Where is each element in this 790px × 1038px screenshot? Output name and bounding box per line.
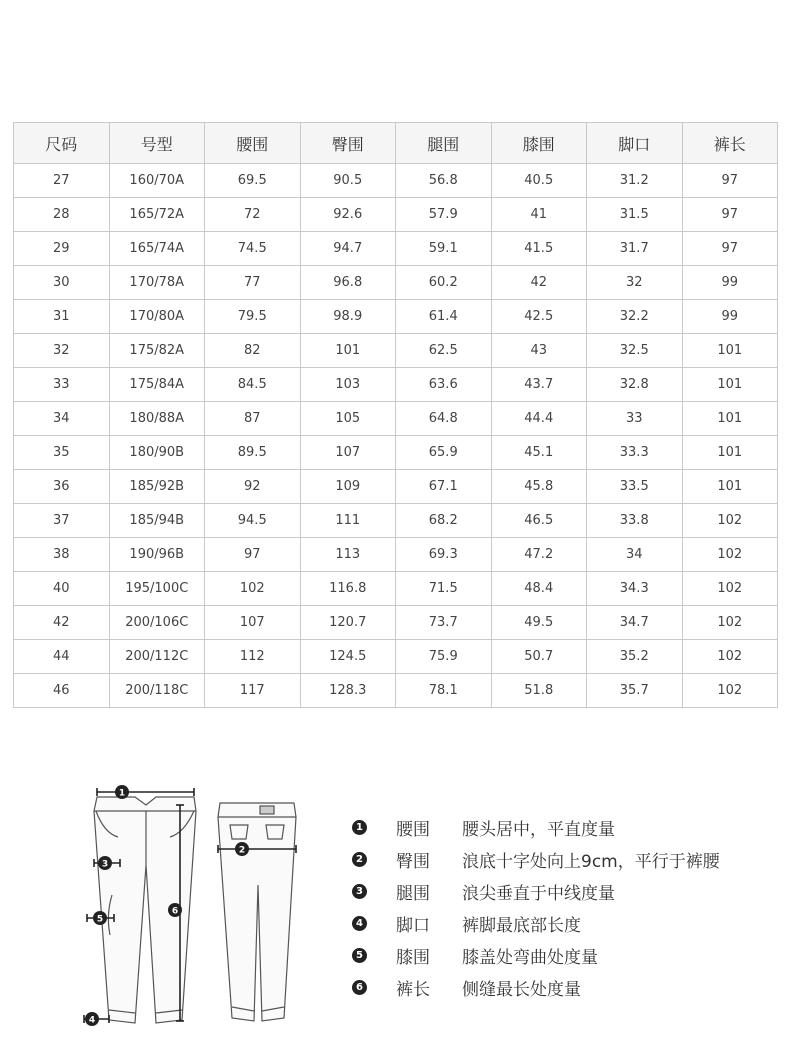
table-cell: 62.5 [396,334,492,368]
table-cell: 46.5 [491,504,587,538]
table-cell: 180/90B [109,436,205,470]
table-cell: 109 [300,470,396,504]
table-cell: 51.8 [491,674,587,708]
table-cell: 200/106C [109,606,205,640]
table-cell: 35 [14,436,110,470]
table-cell: 31.5 [587,198,683,232]
table-cell: 32.5 [587,334,683,368]
table-cell: 84.5 [205,368,301,402]
marker-label: 4 [88,1015,96,1026]
table-cell: 98.9 [300,300,396,334]
table-body [14,164,778,708]
table-cell: 32 [14,334,110,368]
marker-label: 1 [118,788,126,799]
table-cell: 71.5 [396,572,492,606]
legend-description: 裤脚最底部长度 [462,915,581,936]
table-cell: 87 [205,402,301,436]
table-cell: 42 [14,606,110,640]
legend-item [352,907,720,939]
table-cell: 78.1 [396,674,492,708]
table-cell: 94.5 [205,504,301,538]
measurement-legend [352,811,720,1003]
table-cell: 90.5 [300,164,396,198]
table-cell: 69.5 [205,164,301,198]
table-cell: 32.2 [587,300,683,334]
number-badge: 3 [352,884,367,899]
legend-description: 侧缝最长处度量 [462,979,581,1000]
table-cell: 43.7 [491,368,587,402]
table-cell: 101 [682,334,778,368]
table-cell: 165/74A [109,232,205,266]
legend-item [352,971,720,1003]
table-cell: 59.1 [396,232,492,266]
legend-description: 浪底十字处向上9cm，平行于裤腰 [462,851,720,872]
table-cell: 61.4 [396,300,492,334]
table-cell: 175/84A [109,368,205,402]
table-row [14,402,778,436]
table-cell: 40 [14,572,110,606]
table-cell: 56.8 [396,164,492,198]
table-row [14,164,778,198]
table-cell: 105 [300,402,396,436]
table-cell: 111 [300,504,396,538]
table-cell: 185/94B [109,504,205,538]
table-cell: 82 [205,334,301,368]
table-row [14,436,778,470]
table-cell: 33.5 [587,470,683,504]
table-cell: 32 [587,266,683,300]
table-row [14,232,778,266]
pants-illustration [72,775,342,1033]
table-cell: 69.3 [396,538,492,572]
table-cell: 79.5 [205,300,301,334]
number-badge: 5 [352,948,367,963]
table-cell: 47.2 [491,538,587,572]
header-cell: 臀围 [300,123,396,164]
legend-item [352,811,720,843]
table-row [14,300,778,334]
table-cell: 92 [205,470,301,504]
header-cell: 裤长 [682,123,778,164]
table-cell: 43 [491,334,587,368]
legend-name: 脚口 [396,915,430,936]
table-cell: 49.5 [491,606,587,640]
table-cell: 34.3 [587,572,683,606]
table-header-row [14,123,778,164]
table-row [14,572,778,606]
table-cell: 116.8 [300,572,396,606]
marker-label: 5 [96,914,104,925]
table-cell: 103 [300,368,396,402]
table-cell: 35.7 [587,674,683,708]
table-cell: 68.2 [396,504,492,538]
header-cell: 膝围 [491,123,587,164]
table-row [14,538,778,572]
table-cell: 117 [205,674,301,708]
table-cell: 41.5 [491,232,587,266]
legend-description: 浪尖垂直于中线度量 [462,883,615,904]
table-cell: 99 [682,300,778,334]
table-cell: 31 [14,300,110,334]
table-cell: 28 [14,198,110,232]
table-cell: 89.5 [205,436,301,470]
table-cell: 128.3 [300,674,396,708]
table-row [14,640,778,674]
table-cell: 74.5 [205,232,301,266]
table-cell: 33 [14,368,110,402]
marker-label: 6 [171,906,179,917]
header-cell: 尺码 [14,123,110,164]
table-cell: 97 [682,232,778,266]
table-row [14,606,778,640]
table-cell: 185/92B [109,470,205,504]
table-cell: 42.5 [491,300,587,334]
table-cell: 101 [682,368,778,402]
table-cell: 27 [14,164,110,198]
legend-name: 腰围 [396,819,430,840]
table-cell: 30 [14,266,110,300]
table-cell: 120.7 [300,606,396,640]
table-cell: 102 [682,572,778,606]
table-cell: 34.7 [587,606,683,640]
table-cell: 102 [682,674,778,708]
table-cell: 75.9 [396,640,492,674]
table-cell: 34 [587,538,683,572]
table-cell: 63.6 [396,368,492,402]
table-cell: 102 [682,640,778,674]
number-badge: 2 [352,852,367,867]
marker-label: 3 [101,859,109,870]
table-cell: 46 [14,674,110,708]
table-cell: 190/96B [109,538,205,572]
legend-name: 臀围 [396,851,430,872]
legend-name: 膝围 [396,947,430,968]
table-cell: 72 [205,198,301,232]
table-cell: 99 [682,266,778,300]
table-row [14,266,778,300]
legend-name: 腿围 [396,883,430,904]
table-cell: 92.6 [300,198,396,232]
table-cell: 175/82A [109,334,205,368]
table-cell: 34 [14,402,110,436]
table-cell: 33 [587,402,683,436]
legend-item [352,939,720,971]
table-cell: 73.7 [396,606,492,640]
table-cell: 40.5 [491,164,587,198]
table-cell: 195/100C [109,572,205,606]
table-row [14,334,778,368]
table-cell: 33.3 [587,436,683,470]
table-cell: 165/72A [109,198,205,232]
table-cell: 60.2 [396,266,492,300]
table-cell: 101 [682,470,778,504]
table-row [14,198,778,232]
table-cell: 67.1 [396,470,492,504]
table-cell: 32.8 [587,368,683,402]
table-cell: 44 [14,640,110,674]
table-cell: 77 [205,266,301,300]
marker-label: 2 [238,845,246,856]
table-cell: 41 [491,198,587,232]
table-cell: 102 [682,538,778,572]
table-cell: 160/70A [109,164,205,198]
table-row [14,504,778,538]
table-cell: 102 [682,504,778,538]
table-cell: 97 [682,198,778,232]
table-row [14,368,778,402]
table-cell: 113 [300,538,396,572]
table-cell: 94.7 [300,232,396,266]
table-cell: 97 [205,538,301,572]
table-cell: 38 [14,538,110,572]
table-cell: 57.9 [396,198,492,232]
legend-item [352,843,720,875]
pants-measurement-diagram [72,775,342,1033]
table-row [14,470,778,504]
table-cell: 45.8 [491,470,587,504]
table-cell: 29 [14,232,110,266]
legend-item [352,875,720,907]
table-cell: 33.8 [587,504,683,538]
table-cell: 200/118C [109,674,205,708]
table-cell: 36 [14,470,110,504]
size-chart-table [13,122,778,708]
table-cell: 31.2 [587,164,683,198]
table-cell: 96.8 [300,266,396,300]
number-badge: 6 [352,980,367,995]
table-cell: 37 [14,504,110,538]
table-row [14,674,778,708]
table-cell: 97 [682,164,778,198]
legend-name: 裤长 [396,979,430,1000]
table-cell: 102 [205,572,301,606]
legend-description: 膝盖处弯曲处度量 [462,947,598,968]
table-cell: 65.9 [396,436,492,470]
table-cell: 102 [682,606,778,640]
table-cell: 107 [300,436,396,470]
header-cell: 腿围 [396,123,492,164]
legend-description: 腰头居中，平直度量 [462,819,615,840]
table-cell: 170/78A [109,266,205,300]
table-cell: 35.2 [587,640,683,674]
table-cell: 31.7 [587,232,683,266]
table-cell: 170/80A [109,300,205,334]
table-cell: 64.8 [396,402,492,436]
table-cell: 101 [682,436,778,470]
number-badge: 1 [352,820,367,835]
header-cell: 脚口 [587,123,683,164]
table-cell: 50.7 [491,640,587,674]
table-cell: 44.4 [491,402,587,436]
table-cell: 101 [300,334,396,368]
table-cell: 48.4 [491,572,587,606]
header-cell: 腰围 [205,123,301,164]
number-badge: 4 [352,916,367,931]
table-cell: 180/88A [109,402,205,436]
table-cell: 124.5 [300,640,396,674]
table-cell: 42 [491,266,587,300]
table-cell: 112 [205,640,301,674]
table-cell: 101 [682,402,778,436]
table-cell: 200/112C [109,640,205,674]
table-cell: 45.1 [491,436,587,470]
table-cell: 107 [205,606,301,640]
header-cell: 号型 [109,123,205,164]
